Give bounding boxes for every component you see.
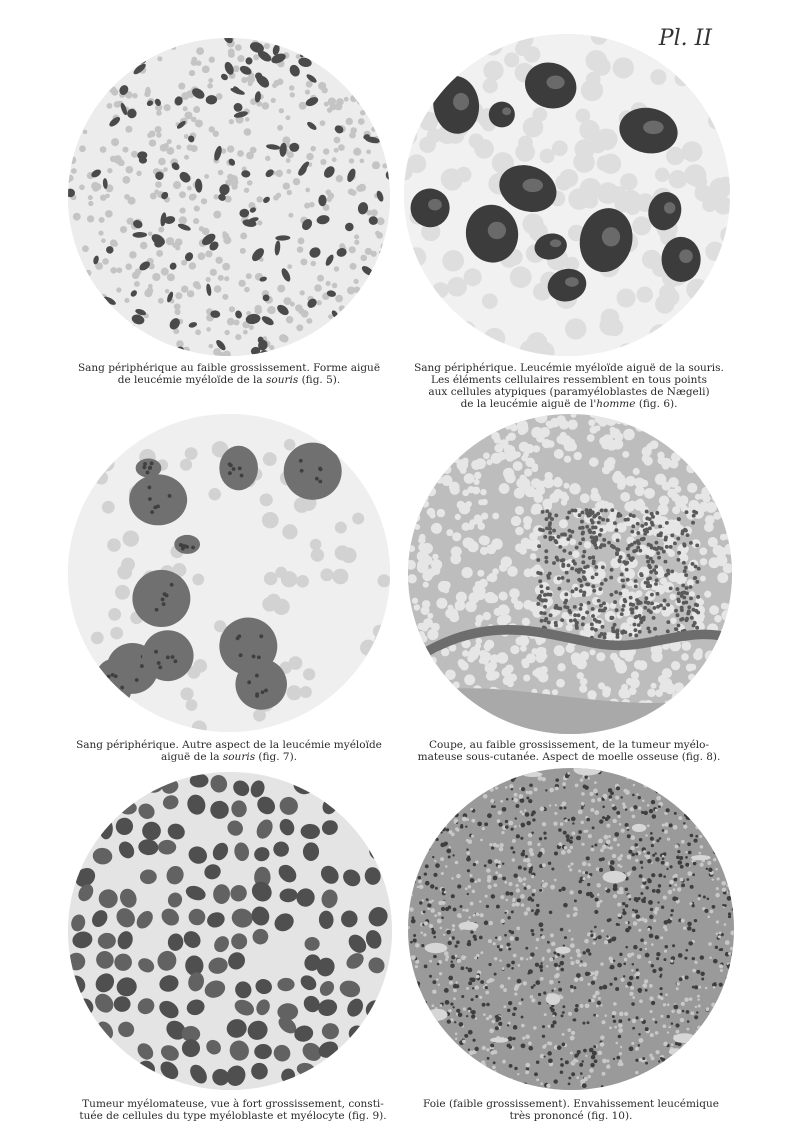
caption-text: (fig. 6). [635, 398, 678, 410]
micrograph-fig-5 [68, 38, 390, 356]
micrograph-fig-7 [68, 414, 390, 732]
micrograph-fig-10 [408, 768, 734, 1090]
caption-italic-text: souris [266, 374, 299, 386]
caption-line: Foie (faible grossissement). Envahissement leucémique [423, 1098, 719, 1110]
caption-line [74, 751, 384, 763]
micrograph-image [408, 768, 734, 1090]
plate-label: Pl. II [658, 26, 712, 51]
caption-line [414, 398, 724, 410]
caption-text: (fig. 7). [255, 751, 298, 763]
caption-text: de la leucémie aiguë de l' [460, 398, 597, 410]
caption-line: Les éléments cellulaires ressemblent en tous points [431, 374, 707, 386]
micrograph-image [68, 772, 392, 1090]
micrograph-fig-9 [68, 772, 392, 1090]
caption-fig-8 [414, 739, 724, 763]
caption-fig-7 [74, 739, 384, 763]
caption-text: aiguë de la [160, 751, 223, 763]
caption-line: Sang périphérique. Leucémie myéloïde aiguë de la souris. [414, 362, 724, 374]
micrograph-image [408, 414, 732, 734]
micrograph-fig-6 [404, 34, 730, 356]
micrograph-fig-8 [408, 414, 732, 734]
caption-text: (fig. 5). [298, 374, 341, 386]
caption-fig-10 [416, 1098, 726, 1122]
micrograph-image [68, 414, 390, 732]
caption-text: de leucémie myéloïde de la [117, 374, 266, 386]
micrograph-image [68, 38, 390, 356]
caption-line [74, 374, 384, 386]
micrograph-image [404, 34, 730, 356]
caption-line: mateuse sous-cutanée. Aspect de moelle osseuse (fig. 8). [417, 751, 721, 763]
caption-italic-text: homme [596, 398, 636, 410]
caption-line: Sang périphérique au faible grossissement. Forme aiguë [77, 362, 381, 374]
caption-line: Coupe, au faible grossissement, de la tumeur myélo- [428, 739, 710, 751]
caption-line: Sang périphérique. Autre aspect de la leucémie myéloïde [76, 739, 382, 751]
caption-italic-text: souris [222, 751, 256, 763]
caption-line: Tumeur myélomateuse, vue à fort grossissement, consti- [82, 1098, 384, 1110]
caption-line: aux cellules atypiques (paramyéloblastes de Nægeli) [428, 386, 710, 398]
caption-fig-9 [78, 1098, 388, 1122]
caption-line: très prononcé (fig. 10). [509, 1110, 633, 1122]
caption-line: tuée de cellules du type myéloblaste et myélocyte (fig. 9). [79, 1110, 387, 1122]
caption-fig-5 [74, 362, 384, 386]
caption-fig-6 [414, 362, 724, 410]
